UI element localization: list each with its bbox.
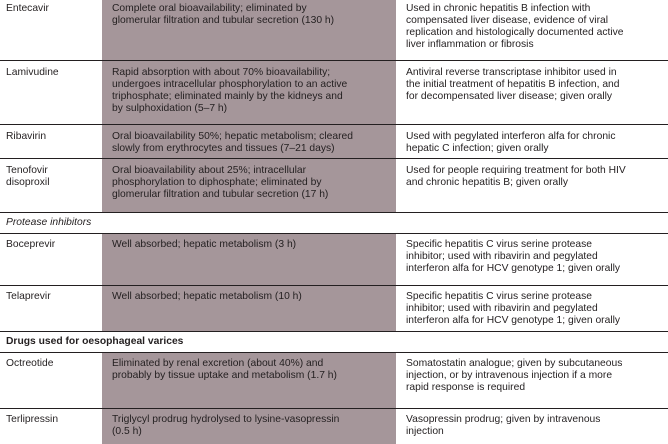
clinical-use: Vasopressin prodrug; given by intravenous injection <box>406 414 601 437</box>
section-heading: Protease inhibitors <box>6 217 92 228</box>
row-divider <box>0 285 668 286</box>
pharmacokinetics: Well absorbed; hepatic metabolism (3 h) <box>112 239 297 250</box>
row-divider <box>0 124 668 125</box>
row-divider <box>0 408 668 409</box>
clinical-use: Specific hepatitis C virus serine protease inhibitor; used with ribavirin and pegylated interferon alfa for HCV genotype 1; given orally <box>406 239 621 274</box>
drug-name: Terlipressin <box>6 414 59 425</box>
pharmacokinetics: Rapid absorption with about 70% bioavailability; undergoes intracellular phosphorylation to an active triphosphate; eliminated mainly by the kidneys and by sulphoxidation (5–7 h) <box>112 67 348 114</box>
drug-name: Telaprevir <box>6 291 51 302</box>
row-divider <box>0 352 668 353</box>
pharmacokinetics: Complete oral bioavailability; eliminated by glomerular filtration and tubular secretion (130 h) <box>112 3 335 26</box>
clinical-use: Antiviral reverse transcriptase inhibitor used in the initial treatment of hepatitis B infection, and for decompensated liver disease; given orally <box>406 67 620 102</box>
drug-name: Tenofovir disoproxil <box>6 165 50 188</box>
row-divider <box>0 233 668 234</box>
row-divider <box>0 60 668 61</box>
row-divider <box>0 331 668 332</box>
clinical-use: Specific hepatitis C virus serine protease inhibitor; used with ribavirin and pegylated interferon alfa for HCV genotype 1; given orally <box>406 291 621 326</box>
clinical-use: Used for people requiring treatment for both HIV and chronic hepatitis B; given orally <box>406 165 626 188</box>
pharmacokinetics: Oral bioavailability about 25%; intracellular phosphorylation to diphosphate; eliminated by glomerular filtration and tubular secretion (17 h) <box>112 165 329 200</box>
drug-name: Lamivudine <box>6 67 59 78</box>
pharmacokinetics: Oral bioavailability 50%; hepatic metabolism; cleared slowly from erythrocytes and tissues (7–21 days) <box>112 131 353 154</box>
pharmacokinetics: Triglycyl prodrug hydrolysed to lysine-vasopressin (0.5 h) <box>112 414 340 437</box>
drug-name: Ribavirin <box>6 131 47 142</box>
clinical-use: Used in chronic hepatitis B infection with compensated liver disease, evidence of viral replication and histologically documented active liver inflammation or fibrosis <box>406 3 624 50</box>
drug-name: Octreotide <box>6 358 54 369</box>
section-heading: Drugs used for oesophageal varices <box>6 336 184 347</box>
pharmacokinetics: Well absorbed; hepatic metabolism (10 h) <box>112 291 302 302</box>
clinical-use: Used with pegylated interferon alfa for chronic hepatic C infection; given orally <box>406 131 616 154</box>
row-divider <box>0 212 668 213</box>
pharmacokinetics: Eliminated by renal excretion (about 40%) and probably by tissue uptake and metabolism (1.7 h) <box>112 358 337 381</box>
drug-name: Entecavir <box>6 3 49 14</box>
clinical-use: Somatostatin analogue; given by subcutaneous injection, or by intravenous injection if a more rapid response is required <box>406 358 623 393</box>
row-divider <box>0 158 668 159</box>
drug-name: Boceprevir <box>6 239 56 250</box>
